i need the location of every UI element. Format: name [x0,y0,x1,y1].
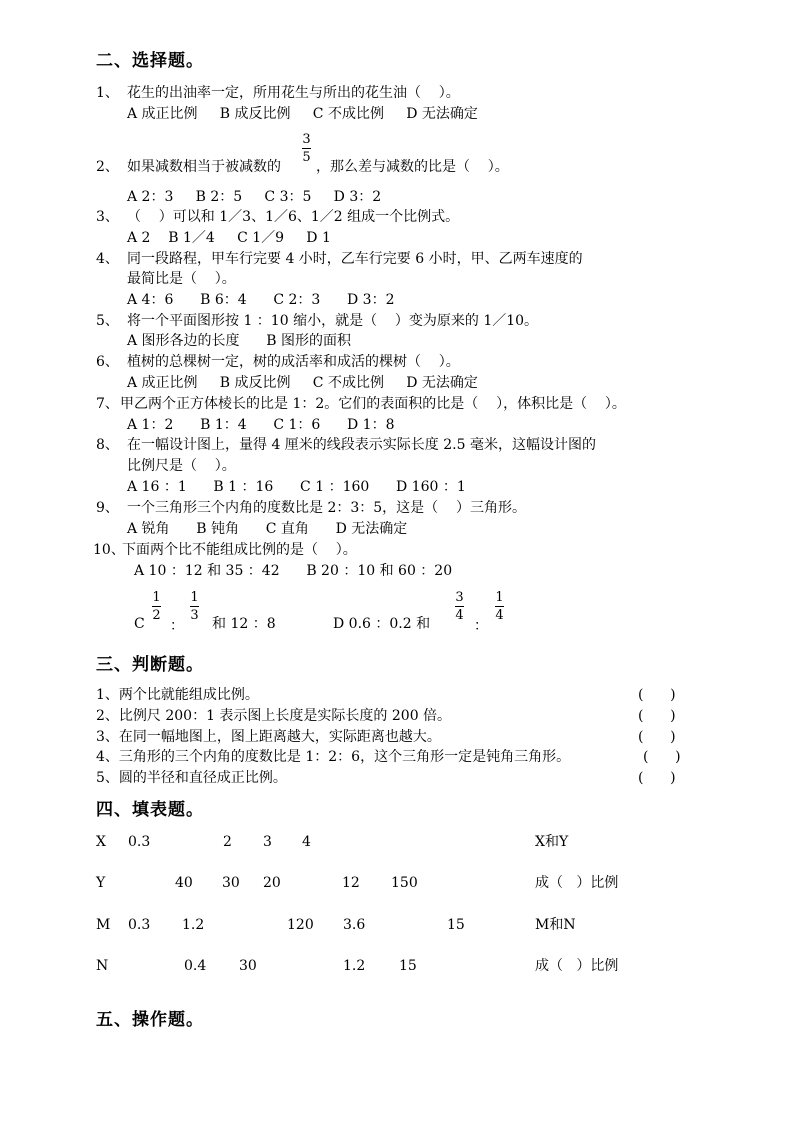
judge-item-2-answer-blank[interactable]: ( ) [638,708,676,724]
table-m-value-3: 120 [287,917,314,933]
table-n-value-2: 30 [239,958,257,974]
table-x-label: X [96,834,106,850]
q6-text: 植树的总棵树一定，树的成活率和成活的棵树（ ）。 [127,354,460,370]
q2-number: 2、 [96,159,119,175]
table-n-right-label: 成（ ）比例 [535,958,619,974]
q2-text-before-fraction: 如果减数相当于被减数的 [127,159,281,175]
section-title-judge: 三、判断题。 [96,655,204,675]
q3-options: A 2 B 1／4 C 1／9 D 1 [127,230,331,246]
q4-text-line2: 最简比是（ ）。 [127,271,236,287]
q3-text: （ ）可以和 1／3、1／6、1／2 组成一个比例式。 [127,209,460,225]
q10-d-fraction-2 [495,591,504,622]
fraction-bar [495,606,504,607]
table-n-value-4: 15 [399,958,417,974]
table-x-value-2: 2 [223,834,232,850]
table-x-value-4: 4 [302,834,311,850]
judge-item-3-answer-blank[interactable]: ( ) [638,729,676,745]
table-n-label: N [96,958,109,974]
fraction-bar [152,606,161,607]
q10-c-fraction-1 [152,591,161,622]
q2-fraction-numerator: 3 [302,132,311,147]
table-m-value-4: 3.6 [343,917,366,933]
q8-number: 8、 [96,437,119,453]
table-x-value-1: 0.3 [128,834,151,850]
q8-text-line2: 比例尺是（ ）。 [127,458,236,474]
q10-option-c-label: C [134,616,145,632]
judge-item-3-text: 3、在同一幅地图上，图上距离越大，实际距离也越大。 [96,729,441,745]
q7-options: A 1：2 B 1：4 C 1：6 D 1：8 [127,417,395,433]
table-m-value-2: 1.2 [182,917,205,933]
table-y-value-3: 20 [263,875,281,891]
table-y-value-1: 40 [175,875,193,891]
q10-options-a-b: A 10 ：12 和 35 ：42 B 20 ：10 和 60 ：20 [134,563,453,579]
section-title-choice: 二、选择题。 [96,51,204,71]
section-title-table: 四、填表题。 [96,800,204,820]
q10-c-fraction-1-numerator: 1 [152,590,161,605]
q5-number: 5、 [96,313,119,329]
table-m-label: M [96,917,111,933]
q10-c-fraction-2-denominator: 3 [190,608,199,623]
q8-options: A 16 ：1 B 1 ：16 C 1 ：160 D 160 ：1 [127,479,466,495]
q10-d-fraction-1 [455,591,464,622]
q4-number: 4、 [96,251,119,267]
table-y-label: Y [96,875,106,891]
q4-options: A 4：6 B 6：4 C 2：3 D 3：2 [127,292,395,308]
q9-options: A 锐角 B 钝角 C 直角 D 无法确定 [127,521,408,537]
q10-d-fraction-1-numerator: 3 [455,590,464,605]
q10-d-colon: ： [474,618,488,634]
q1-number: 1、 [96,85,119,101]
judge-item-1-text: 1、两个比就能组成比例。 [96,687,259,703]
q3-number: 3、 [96,209,119,225]
judge-item-4-text: 4、三角形的三个内角的度数比是 1：2：6，这个三角形一定是钝角三角形。 [96,749,571,765]
q10-option-d-text: D 0.6 ：0.2 和 [333,616,431,632]
table-x-value-3: 3 [263,834,272,850]
table-y-value-4: 12 [342,875,360,891]
q10-c-tail: 和 12 ：8 [212,616,276,632]
table-m-value-5: 15 [447,917,465,933]
q5-text: 将一个平面图形按 1 ：10 缩小，就是（ ）变为原来的 1／10。 [127,313,539,329]
q10-d-fraction-2-numerator: 1 [495,590,504,605]
table-n-value-3: 1.2 [343,958,366,974]
q2-fraction [302,133,311,164]
table-x-right-label: X和Y [535,834,569,850]
q10-d-fraction-1-denominator: 4 [455,608,464,623]
q2-fraction-denominator: 5 [302,150,311,165]
q10-d-fraction-2-denominator: 4 [495,608,504,623]
table-n-value-1: 0.4 [184,958,207,974]
q5-options: A 图形各边的长度 B 图形的面积 [127,333,351,349]
q7-number: 7、 [96,396,119,412]
fraction-bar [455,606,464,607]
q1-options: A 成正比例 B 成反比例 C 不成比例 D 无法确定 [127,106,478,122]
q9-number: 9、 [96,500,119,516]
q10-c-colon: ： [170,618,184,634]
q1-text: 花生的出油率一定，所用花生与所出的花生油（ ）。 [127,85,460,101]
q4-text-line1: 同一段路程，甲车行完要 4 小时，乙车行完要 6 小时，甲、乙两车速度的 [127,251,583,267]
q10-c-fraction-2-numerator: 1 [190,590,199,605]
table-m-value-1: 0.3 [128,917,151,933]
fraction-bar [302,148,311,149]
table-m-right-label: M和N [535,917,576,933]
q2-options: A 2：3 B 2：5 C 3：5 D 3：2 [127,189,382,205]
q10-number: 10、 [93,542,125,558]
q6-options: A 成正比例 B 成反比例 C 不成比例 D 无法确定 [127,375,478,391]
judge-item-4-answer-blank[interactable]: ( ) [643,749,681,765]
section-title-operation: 五、操作题。 [96,1010,204,1030]
q8-text-line1: 在一幅设计图上，量得 4 厘米的线段表示实际长度 2.5 毫米，这幅设计图的 [127,437,596,453]
q7-text: 甲乙两个正方体棱长的比是 1：2。它们的表面积的比是（ ），体积比是（ ）。 [120,396,626,412]
q10-c-fraction-2 [190,591,199,622]
q10-text: 下面两个比不能组成比例的是（ ）。 [122,542,357,558]
judge-item-2-text: 2、比例尺 200：1 表示图上长度是实际长度的 200 倍。 [96,708,452,724]
judge-item-1-answer-blank[interactable]: ( ) [638,687,676,703]
judge-item-5-text: 5、圆的半径和直径成正比例。 [96,770,287,786]
q10-c-fraction-1-denominator: 2 [152,608,161,623]
table-y-value-5: 150 [391,875,418,891]
fraction-bar [190,606,199,607]
q2-text-after-fraction: ，那么差与减数的比是（ ）。 [316,159,509,175]
judge-item-5-answer-blank[interactable]: ( ) [638,770,676,786]
table-y-right-label: 成（ ）比例 [535,875,619,891]
q6-number: 6、 [96,354,119,370]
table-y-value-2: 30 [222,875,240,891]
q9-text: 一个三角形三个内角的度数比是 2：3：5，这是（ ）三角形。 [127,500,526,516]
